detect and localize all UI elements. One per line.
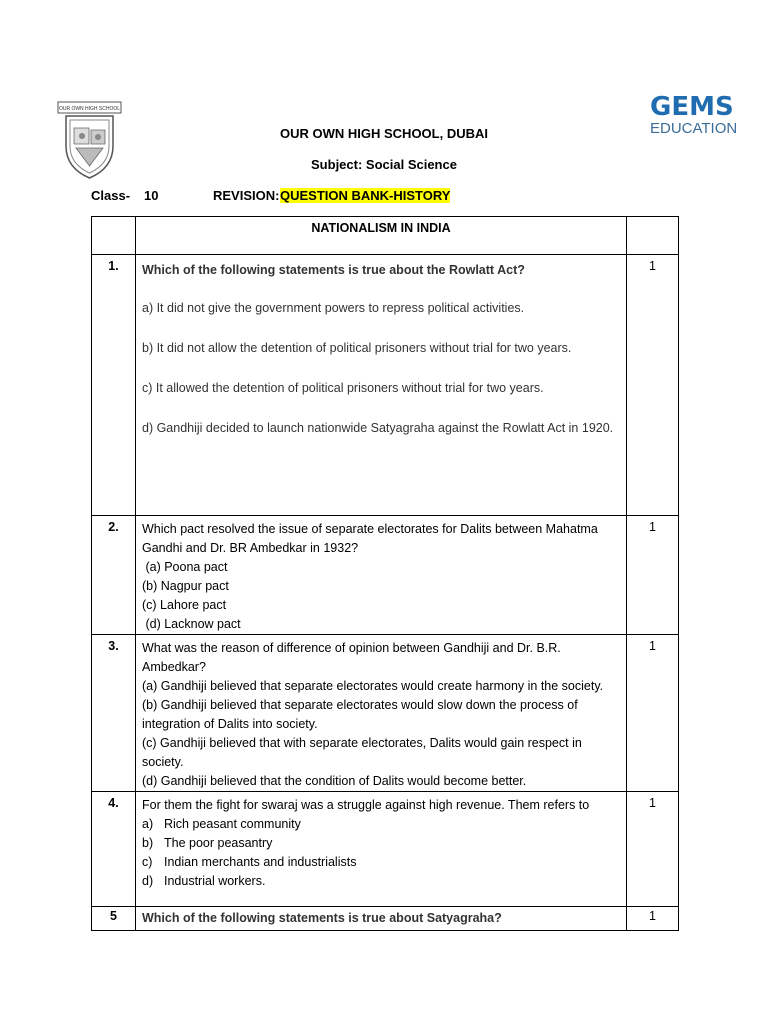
option: (c) Lahore pact bbox=[142, 598, 227, 612]
class-value: 10 bbox=[144, 188, 159, 203]
table-heading-row bbox=[92, 217, 679, 255]
option bbox=[142, 834, 620, 853]
question-number: 1. bbox=[92, 255, 136, 516]
option: d) Gandhiji decided to launch nationwide Satyagraha against the Rowlatt Act in 1920. bbox=[142, 421, 614, 435]
question-text: For them the fight for swaraj was a struggle against high revenue. Them refers to bbox=[142, 798, 590, 812]
gems-subtitle: EDUCATION bbox=[650, 120, 738, 137]
svg-text:OUR OWN HIGH SCHOOL: OUR OWN HIGH SCHOOL bbox=[58, 106, 121, 112]
option: (c) Gandhiji believed that with separate electorates, Dalits would gain respect in society. bbox=[142, 736, 582, 769]
option-letter: c) bbox=[142, 855, 153, 869]
option: (d) Gandhiji believed that the condition of Dalits would become better. bbox=[142, 774, 527, 788]
question-body bbox=[136, 255, 627, 516]
section-heading: NATIONALISM IN INDIA bbox=[136, 217, 627, 255]
marks-cell: 1 bbox=[627, 792, 679, 907]
question-body bbox=[136, 792, 627, 907]
option-text: Industrial workers. bbox=[164, 874, 266, 888]
option: a) It did not give the government powers to repress political activities. bbox=[142, 301, 525, 315]
option-text: The poor peasantry bbox=[164, 836, 273, 850]
question-text: What was the reason of difference of opinion between Gandhiji and Dr. B.R. Ambedkar? bbox=[142, 641, 561, 674]
option bbox=[142, 872, 620, 891]
marks-cell: 1 bbox=[627, 516, 679, 635]
subject-line: Subject: Social Science bbox=[311, 157, 457, 172]
option bbox=[142, 853, 620, 872]
question-text: Which of the following statements is true about the Rowlatt Act? bbox=[142, 263, 525, 277]
option-letter: d) bbox=[142, 874, 154, 888]
option-list bbox=[142, 815, 620, 891]
question-number: 5 bbox=[92, 907, 136, 931]
question-body bbox=[136, 635, 627, 792]
revision-label: REVISION: bbox=[213, 188, 280, 203]
option: b) It did not allow the detention of political prisoners without trial for two years. bbox=[142, 341, 572, 355]
option-letter: b) bbox=[142, 836, 154, 850]
option: (a) Poona pact bbox=[142, 560, 228, 574]
option: c) It allowed the detention of political prisoners without trial for two years. bbox=[142, 381, 544, 395]
question-row bbox=[92, 516, 679, 635]
option: (b) Nagpur pact bbox=[142, 579, 229, 593]
revision-title-highlighted: QUESTION BANK-HISTORY bbox=[280, 188, 451, 203]
marks-cell: 1 bbox=[627, 255, 679, 516]
option-letter: a) bbox=[142, 817, 154, 831]
class-label: Class- bbox=[91, 188, 131, 203]
option bbox=[142, 815, 620, 834]
question-text: Which of the following statements is true about Satyagraha? bbox=[136, 907, 627, 931]
question-row bbox=[92, 792, 679, 907]
question-number: 2. bbox=[92, 516, 136, 635]
question-row bbox=[92, 635, 679, 792]
question-row bbox=[92, 255, 679, 516]
question-number: 4. bbox=[92, 792, 136, 907]
marks-cell: 1 bbox=[627, 907, 679, 931]
option: (a) Gandhiji believed that separate electorates would create harmony in the society. (b) Gandhiji believed that separate electorates would slow down the process of integration of Dalits into society. bbox=[142, 679, 604, 731]
question-row bbox=[92, 907, 679, 931]
option-text: Rich peasant community bbox=[164, 817, 301, 831]
school-name: OUR OWN HIGH SCHOOL, DUBAI bbox=[280, 126, 488, 141]
marks-cell: 1 bbox=[627, 635, 679, 792]
option: (d) Lacknow pact bbox=[142, 617, 241, 631]
gems-wordmark: GEMS bbox=[650, 92, 734, 122]
question-body bbox=[136, 516, 627, 635]
question-text: Which pact resolved the issue of separate electorates for Dalits between Mahatma Gandhi and Dr. BR Ambedkar in 1932? bbox=[142, 522, 598, 555]
option-text: Indian merchants and industrialists bbox=[164, 855, 357, 869]
question-number: 3. bbox=[92, 635, 136, 792]
question-table bbox=[91, 216, 679, 931]
